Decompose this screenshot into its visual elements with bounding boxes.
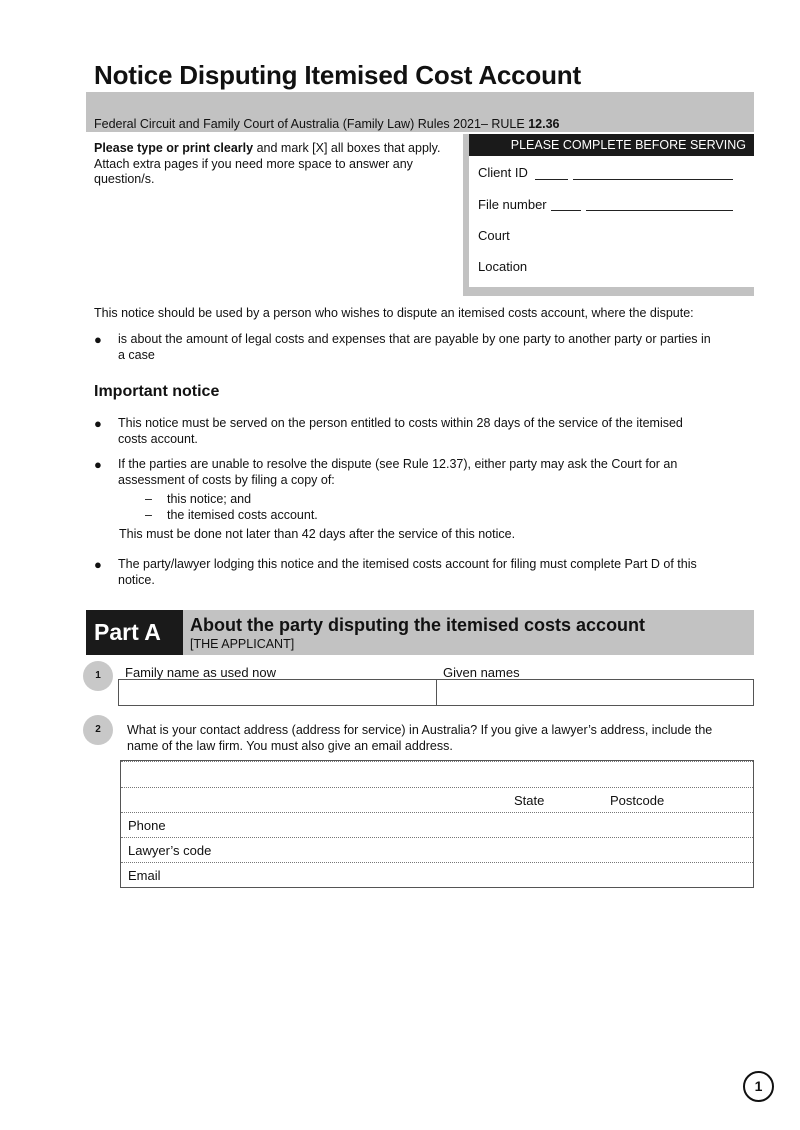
state-label: State (514, 793, 545, 808)
phone-field[interactable] (121, 812, 753, 838)
file-number-line-short[interactable] (551, 210, 581, 211)
office-box-heading: PLEASE COMPLETE BEFORE SERVING (469, 134, 754, 156)
office-use-box (463, 134, 754, 296)
part-a-label: Part A (86, 610, 183, 655)
intro-bullet (94, 332, 718, 363)
address-line-2-field[interactable] (121, 787, 753, 813)
rule-reference (94, 117, 559, 131)
family-name-label: Family name as used now (125, 665, 277, 680)
page-number: 1 (743, 1071, 774, 1102)
address-box (120, 760, 754, 888)
rule-number: 12.36 (528, 117, 560, 131)
email-field[interactable] (121, 862, 753, 888)
intro-text: This notice should be used by a person who wishes to dispute an itemised costs account, where the dispute: (94, 306, 694, 320)
part-a-title: About the party disputing the itemised costs account (190, 615, 646, 635)
important-bullet-2 (94, 457, 718, 488)
question-2-number: 2 (83, 715, 113, 745)
address-line-1-field[interactable] (121, 761, 753, 788)
lawyer-code-field[interactable] (121, 837, 753, 863)
given-names-field[interactable] (436, 679, 754, 706)
family-name-field[interactable] (118, 679, 437, 706)
file-number-line[interactable] (586, 210, 733, 211)
bullet-icon: ● (94, 557, 102, 572)
intro-bullet-text: is about the amount of legal costs and expenses that are payable by one party to another party or parties in a case (118, 332, 711, 362)
dash-item-1 (145, 492, 252, 506)
location-label: Location (478, 259, 528, 274)
dash-item-2-text: the itemised costs account. (167, 508, 318, 522)
important-bullet-3 (94, 557, 728, 588)
client-id-line-short[interactable] (535, 179, 568, 180)
given-names-label: Given names (443, 665, 520, 680)
instructions-bold: Please type or print clearly (94, 141, 254, 155)
dash-icon: – (145, 508, 152, 522)
dash-item-1-text: this notice; and (167, 492, 252, 506)
instructions (94, 141, 462, 188)
dash-icon: – (145, 492, 152, 506)
file-number-label: File number (478, 197, 547, 212)
client-id-line[interactable] (573, 179, 733, 180)
deadline-text: This must be done not later than 42 days after the service of this notice. (119, 527, 516, 541)
lawyer-code-label: Lawyer’s code (128, 843, 212, 858)
bullet-icon: ● (94, 416, 102, 431)
important-bullet-3-text: The party/lawyer lodging this notice and the itemised costs account for filing must complete Part D of this notice. (118, 557, 697, 587)
important-bullet-1 (94, 416, 698, 447)
bullet-icon: ● (94, 457, 102, 472)
court-label: Court (478, 228, 510, 243)
important-bullet-2-text: If the parties are unable to resolve the dispute (see Rule 12.37), either party may ask the Court for an assessment of costs by filing a copy of: (118, 457, 678, 487)
dash-item-2 (145, 508, 318, 522)
important-notice-heading: Important notice (94, 383, 220, 400)
document-title: Notice Disputing Itemised Cost Account (94, 60, 581, 90)
important-bullet-1-text: This notice must be served on the person entitled to costs within 28 days of the service of the itemised costs account. (118, 416, 683, 446)
part-a-subtitle: [THE APPLICANT] (190, 637, 295, 651)
part-a-header (183, 610, 754, 655)
rule-reference-prefix: Federal Circuit and Family Court of Australia (Family Law) Rules 2021– RULE (94, 117, 529, 131)
postcode-label: Postcode (610, 793, 665, 808)
phone-label: Phone (128, 818, 166, 833)
bullet-icon: ● (94, 332, 102, 347)
email-label: Email (128, 868, 161, 883)
question-1-number: 1 (83, 661, 113, 691)
question-2-text: What is your contact address (address for service) in Australia? If you give a lawyer’s address, include the name of the law firm. You must also give an email address. (127, 723, 713, 753)
client-id-label: Client ID (478, 165, 528, 180)
instructions-text: and mark [X] all boxes that apply. Attach extra pages if you need more space to answer any question/s. (94, 141, 441, 186)
